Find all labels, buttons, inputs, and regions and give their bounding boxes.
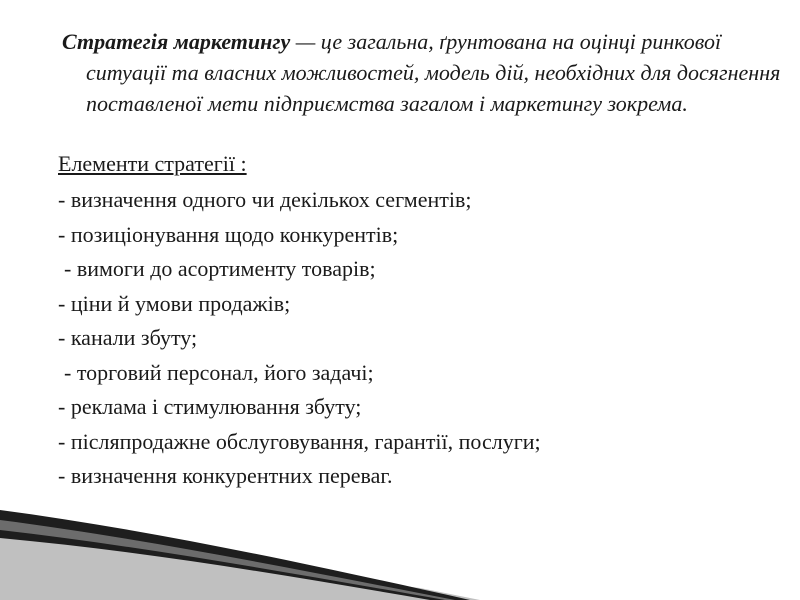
list-item: - канали збуту;: [58, 325, 198, 350]
elements-list: [58, 186, 541, 497]
strategy-definition: [62, 26, 786, 119]
elements-heading: Елементи стратегії :: [58, 151, 247, 176]
list-item: - ціни й умови продажів;: [58, 290, 291, 316]
definition-text: — це загальна, ґрунтована на оцінці ринкової ситуації та власних можливостей, модель дій, необхідних для досягнення поставленої мети підприємства загалом і маркетингу зокрема.: [86, 29, 781, 116]
list-item: - торговий персонал, його задачі;: [64, 359, 374, 385]
list-item: - післяпродажне обслуговування, гарантії, послуги;: [58, 428, 541, 454]
definition-term: Стратегія маркетингу: [62, 29, 291, 54]
decorative-swoosh: [0, 480, 800, 600]
list-item: - вимоги до асортименту товарів;: [64, 256, 376, 281]
list-item: - позиціонування щодо конкурентів;: [58, 221, 399, 247]
list-item: - реклама і стимулювання збуту;: [58, 394, 362, 419]
list-item: - визначення конкурентних переваг.: [58, 463, 393, 488]
list-item: - визначення одного чи декількох сегментів;: [58, 187, 472, 212]
